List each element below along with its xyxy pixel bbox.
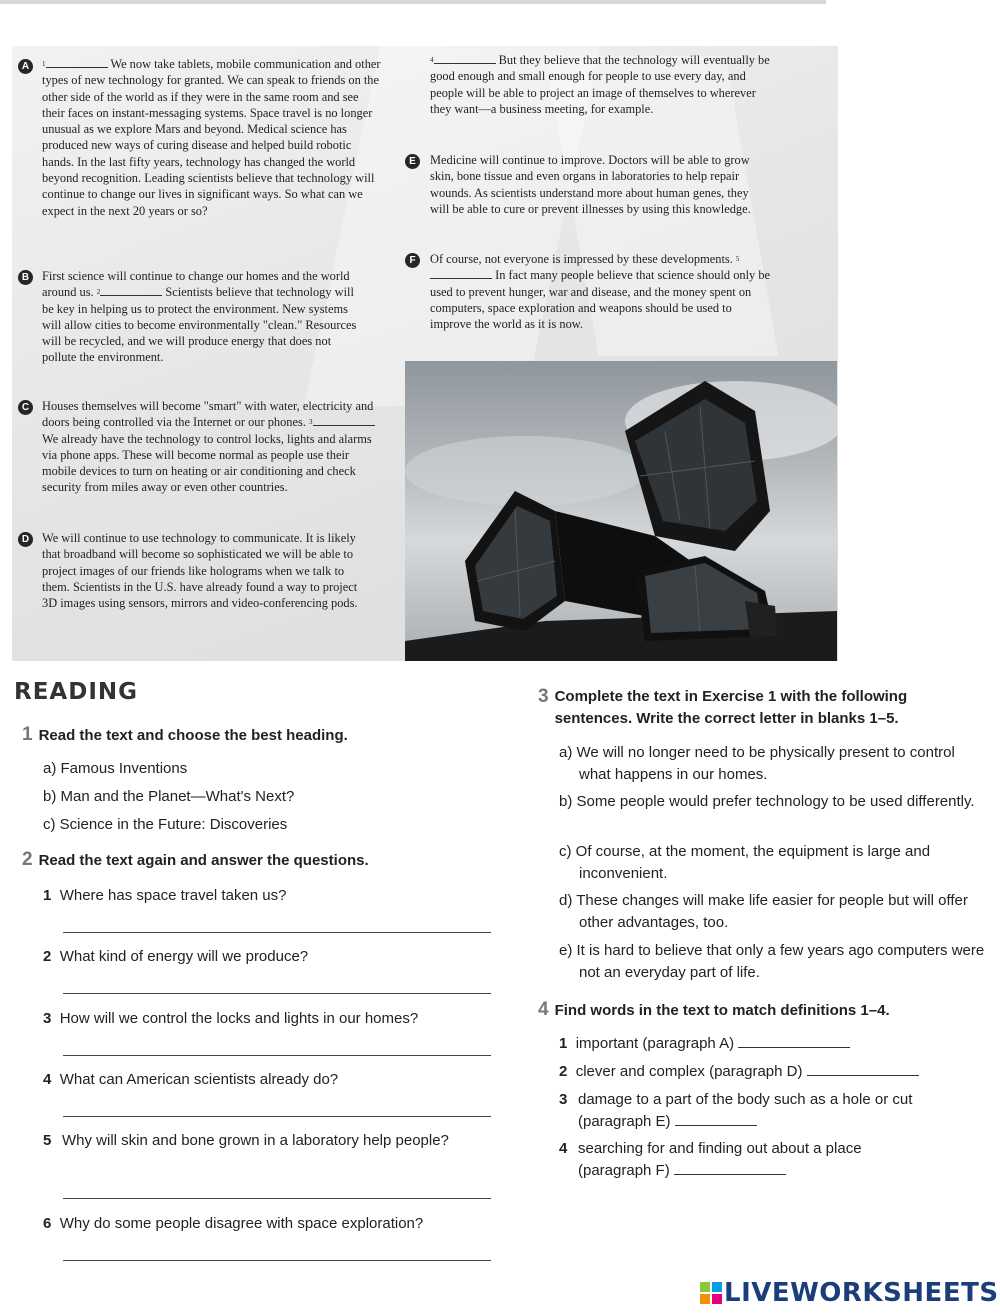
paragraph-c-text-cont: We already have the technology to control locks, lights and alarms via phone apps. These will become normal as people use their mobile devices to turn on heating or air conditioning and check security from miles away or even other countries. — [42, 431, 372, 495]
blank-number: 5 — [735, 255, 740, 263]
blank-number: 2 — [96, 288, 101, 297]
answer-blank[interactable] — [738, 1035, 850, 1048]
sentence-letter: c) — [559, 843, 572, 860]
ex2-question — [43, 1069, 493, 1091]
paragraph-d-continued — [430, 52, 770, 117]
question-text: Where has space travel taken us? — [59, 887, 287, 904]
item-number: 2 — [559, 1063, 568, 1080]
answer-line[interactable] — [63, 1116, 491, 1117]
answer-blank[interactable] — [100, 286, 162, 296]
item-text: important (paragraph A) — [575, 1035, 735, 1052]
paragraph-b-text-cont: Scientists believe that technology will be key in helping us to protect the environment. New systems will allow cities to become environmentally "clean." Resources will be recycled, and we will produce energy that does not pollute the environment. — [42, 285, 357, 365]
exercise-instruction: Complete the text in Exercise 1 with the following sentences. Write the correct letter in blanks 1–5. — [554, 688, 908, 727]
paragraph-d: We will continue to use technology to communicate. It is likely that broadband will become so sophisticated we will be able to project images of our friends like holograms when we talk to them. Scientists in the U.S. have already found a way to project 3D images using sensors, mirrors and video-conferencing pods. — [42, 531, 358, 611]
exercise-3 — [538, 686, 978, 730]
answer-blank[interactable] — [430, 269, 492, 279]
liveworksheets-logo — [700, 1278, 999, 1308]
building-photo — [405, 361, 837, 661]
item-text: clever and complex (paragraph D) — [575, 1063, 803, 1080]
exercise-instruction: Find words in the text to match definitions 1–4. — [554, 1002, 890, 1019]
ex2-question — [43, 1130, 468, 1152]
ex4-item — [559, 1138, 939, 1182]
question-text: What can American scientists already do? — [59, 1071, 339, 1088]
ex1-option-a[interactable]: a) Famous Inventions — [43, 760, 188, 777]
paragraph-b-text: First science will continue to change our homes and the world around us. — [42, 269, 350, 300]
item-text: searching for and finding out about a place (paragraph F) — [578, 1140, 862, 1179]
paragraph-c — [42, 398, 377, 496]
ex2-question — [43, 885, 493, 907]
section-heading: READING — [14, 679, 138, 705]
paragraph-f-text-cont: In fact many people believe that science should only be used to prevent hunger, war and disease, and the money spent on computers, space exploration and weapons should be used to improve the world as it is now. — [430, 268, 771, 332]
logo-text: LIVEWORKSHEETS — [724, 1278, 999, 1308]
sentence-letter: e) — [559, 942, 573, 959]
answer-blank[interactable] — [807, 1063, 919, 1076]
ex2-question — [43, 946, 493, 968]
ex2-question — [43, 1213, 503, 1235]
exercise-number: 3 — [538, 686, 549, 707]
exercise-number: 1 — [22, 724, 33, 745]
sentence-letter: b) — [559, 793, 573, 810]
paragraph-f-text: Of course, not everyone is impressed by these developments. — [430, 252, 733, 266]
answer-blank[interactable] — [46, 58, 108, 68]
ex3-sentence-a — [559, 742, 989, 786]
item-number: 3 — [559, 1091, 568, 1108]
exercise-4 — [538, 999, 978, 1022]
ex4-item — [559, 1089, 989, 1133]
exercise-number: 4 — [538, 999, 549, 1020]
paragraph-e: Medicine will continue to improve. Doctors will be able to grow skin, bone tissue and even organs in laboratories to help repair wounds. As scientists understand more about human genes, they will be able to cure or prevent illnesses by using this knowledge. — [430, 153, 751, 216]
paragraph-badge-d: D — [18, 532, 33, 547]
logo-icon — [700, 1281, 722, 1303]
question-number: 5 — [43, 1132, 52, 1149]
question-number: 2 — [43, 948, 52, 965]
ex2-question — [43, 1008, 503, 1030]
answer-line[interactable] — [63, 1198, 491, 1199]
sentence-text: It is hard to believe that only a few years ago computers were not an everyday part of life. — [576, 942, 985, 981]
sentence-text: We will no longer need to be physically present to control what happens in our homes. — [576, 744, 955, 783]
ex1-option-c[interactable]: c) Science in the Future: Discoveries — [43, 816, 288, 833]
blank-number: 1 — [42, 60, 46, 68]
paragraph-a — [42, 56, 382, 219]
sentence-text: Some people would prefer technology to be used differently. — [576, 793, 975, 810]
question-number: 4 — [43, 1071, 52, 1088]
paragraph-c-text: Houses themselves will become "smart" with water, electricity and doors being controlled via the Internet or our phones. — [42, 399, 374, 430]
paragraph-badge-f: F — [405, 253, 420, 268]
paragraph-badge-a: A — [18, 59, 33, 74]
exercise-number: 2 — [22, 849, 33, 870]
question-text: Why do some people disagree with space exploration? — [59, 1215, 424, 1232]
answer-blank[interactable] — [313, 416, 375, 426]
answer-line[interactable] — [63, 1055, 491, 1056]
paragraph-d2-text: But they believe that the technology will eventually be good enough and small enough for people to use every day, and people will be able to project an image of themselves to wherever they want—a business meeting, for example. — [430, 53, 770, 116]
exercise-instruction: Read the text again and answer the questions. — [38, 852, 369, 869]
answer-blank[interactable] — [434, 54, 496, 64]
ex3-sentence-c — [559, 841, 999, 885]
question-number: 3 — [43, 1010, 52, 1027]
building-illustration — [405, 361, 837, 661]
paragraph-badge-b: B — [18, 270, 33, 285]
ex3-sentence-e — [559, 940, 989, 984]
blank-number: 4 — [430, 56, 434, 64]
sentence-text: Of course, at the moment, the equipment is large and inconvenient. — [575, 843, 931, 882]
exercise-instruction: Read the text and choose the best heading. — [38, 727, 348, 744]
answer-blank[interactable] — [675, 1113, 757, 1126]
paragraph-f — [430, 251, 770, 332]
question-text: How will we control the locks and lights in our homes? — [59, 1010, 419, 1027]
exercise-1 — [22, 724, 502, 747]
ex4-item — [559, 1033, 979, 1055]
exercise-2 — [22, 849, 502, 872]
item-number: 1 — [559, 1035, 568, 1052]
blank-number: 3 — [309, 418, 313, 427]
question-number: 6 — [43, 1215, 52, 1232]
answer-blank[interactable] — [674, 1162, 786, 1175]
ex3-sentence-d — [559, 890, 999, 934]
sentence-letter: a) — [559, 744, 573, 761]
question-text: What kind of energy will we produce? — [59, 948, 309, 965]
paragraph-badge-c: C — [18, 400, 33, 415]
sentence-letter: d) — [559, 892, 573, 909]
question-text: Why will skin and bone grown in a laboratory help people? — [62, 1132, 449, 1149]
ex4-item — [559, 1061, 979, 1083]
paragraph-a-text: We now take tablets, mobile communication and other types of new technology for granted. We can speak to friends on the other side of the world as if they were in the same room and see their faces on instant-messaging systems. Space travel is no longer unusual as we explore Mars and beyond. Medical science has produced new ways of curing disease and helped build robotic hands. In the last fifty years, technology has changed the world beyond recognition. Leading scientists believe that technology will continue to change our lives in significant ways. So what can we expect in the next 20 years or so? — [42, 57, 381, 218]
question-number: 1 — [43, 887, 52, 904]
top-divider — [0, 0, 826, 4]
item-number: 4 — [559, 1140, 568, 1157]
answer-line[interactable] — [63, 1260, 491, 1261]
answer-line[interactable] — [63, 993, 491, 994]
sentence-text: These changes will make life easier for people but will offer other advantages, too. — [576, 892, 968, 931]
item-text: damage to a part of the body such as a hole or cut (paragraph E) — [578, 1091, 913, 1130]
ex1-option-b[interactable]: b) Man and the Planet—What's Next? — [43, 788, 295, 805]
answer-line[interactable] — [63, 932, 491, 933]
paragraph-b — [42, 268, 362, 366]
ex3-sentence-b — [559, 791, 989, 813]
paragraph-badge-e: E — [405, 154, 420, 169]
